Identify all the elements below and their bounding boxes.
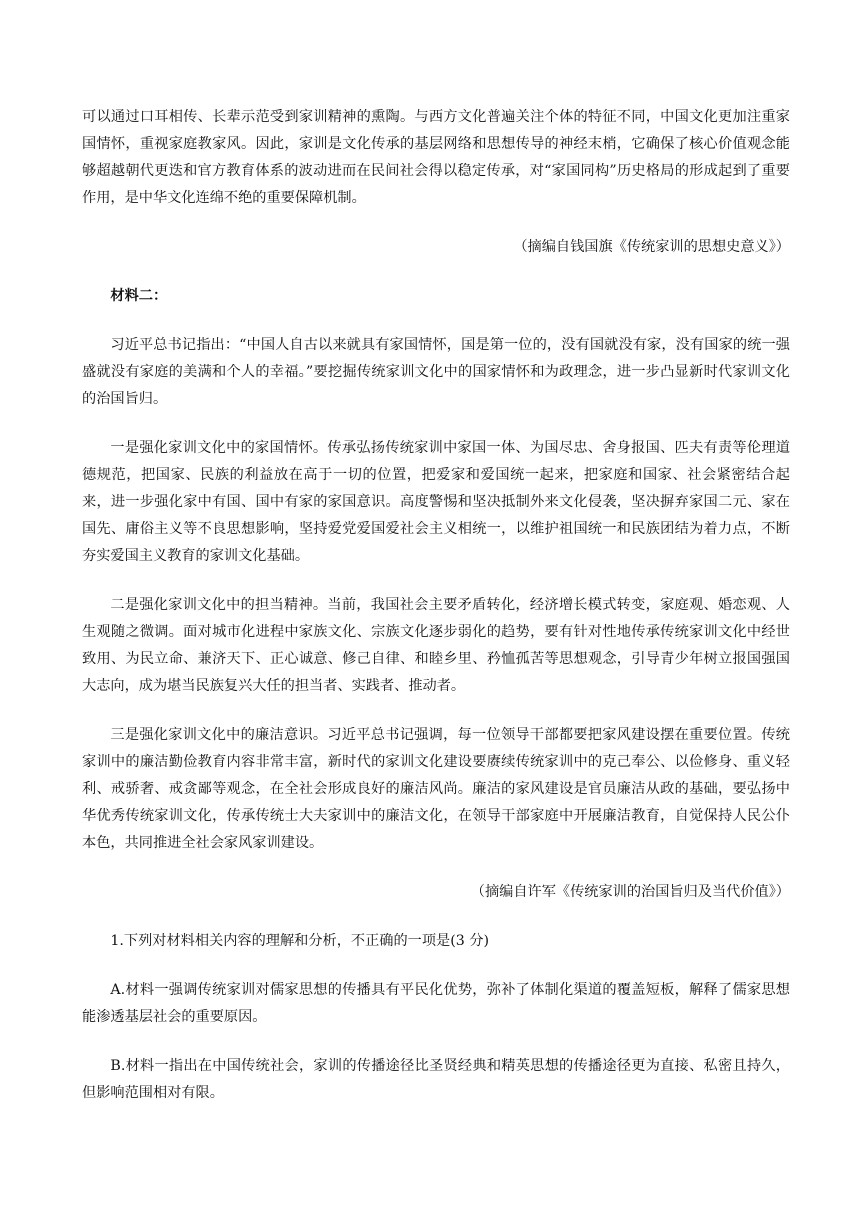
source-citation-2: （摘编自许军《传统家训的治国旨归及当代价值》） xyxy=(470,884,790,900)
material-2-paragraph-2: 一是强化家训文化中的家国情怀。传承弘扬传统家训中家国一体、为国尽忠、舍身报国、匹夫有责等伦理道德规范，把国家、民族的利益放在高于一切的位置，把爱家和爱国统一起来，把家庭和国家、社会紧密结合起来，进一步强化家中有国、国中有家的家国意识。高度警惕和坚决抵制外来文化侵袭，坚决摒弃家国二元、家在国先、庸俗主义等不良思想影响，坚持爱党爱国爱社会主义相统一，以维护祖国统一和民族团结为着力点，不断夯实爱国主义教育的家训文化基础。 xyxy=(82,440,790,564)
option-b: B.材料一指出在中国传统社会，家训的传播途径比圣贤经典和精英思想的传播途径更为直接、私密且持久，但影响范围相对有限。 xyxy=(82,1058,790,1101)
option-a: A.材料一强调传统家训对儒家思想的传播具有平民化优势，弥补了体制化渠道的覆盖短板，解释了儒家思想能渗透基层社会的重要原因。 xyxy=(82,982,790,1025)
question-1: 1.下列对材料相关内容的理解和分析，不正确的一项是(3 分) xyxy=(110,933,490,949)
material-2-heading: 材料二： xyxy=(110,288,168,304)
material-2-paragraph-1: 习近平总书记指出：“中国人自古以来就具有家国情怀，国是第一位的，没有国就没有家，没有国家的统一强盛就没有家庭的美满和个人的幸福。”要挖掘传统家训文化中的国家情怀和为政理念，进一步凸显新时代家训文化的治国旨归。 xyxy=(82,337,790,407)
source-citation-1: （摘编自钱国旗《传统家训的思想史意义》） xyxy=(513,239,790,255)
document-page xyxy=(82,104,790,1129)
paragraph-intro-continued: 可以通过口耳相传、长辈示范受到家训精神的熏陶。与西方文化普遍关注个体的特征不同，中国文化更加注重家国情怀，重视家庭教家风。因此，家训是文化传承的基层网络和思想传导的神经末梢，它确保了核心价值观念能够超越朝代更迭和官方教育体系的波动进而在民间社会得以稳定传承，对“家国同构”历史格局的形成起到了重要作用，是中华文化连绵不绝的重要保障机制。 xyxy=(82,109,790,206)
material-2-paragraph-4: 三是强化家训文化中的廉洁意识。习近平总书记强调，每一位领导干部都要把家风建设摆在重要位置。传统家训中的廉洁勤俭教育内容非常丰富，新时代的家训文化建设要赓续传统家训中的克己奉公、以俭修身、重义轻利、戒骄奢、戒贪鄙等观念，在全社会形成良好的廉洁风尚。廉洁的家风建设是官员廉洁从政的基础，要弘扬中华优秀传统家训文化，传承传统士大夫家训中的廉洁文化，在领导干部家庭中开展廉洁教育，自觉保持人民公仆本色，共同推进全社会家风家训建设。 xyxy=(82,727,790,851)
material-2-paragraph-3: 二是强化家训文化中的担当精神。当前，我国社会主要矛盾转化，经济增长模式转变，家庭观、婚恋观、人生观随之微调。面对城市化进程中家族文化、宗族文化逐步弱化的趋势，要有针对性地传承传统家训文化中经世致用、为民立命、兼济天下、正心诚意、修己自律、和睦乡里、矜恤孤苦等思想观念，引导青少年树立报国强国大志向，成为堪当民族复兴大任的担当者、实践者、推动者。 xyxy=(82,597,790,694)
